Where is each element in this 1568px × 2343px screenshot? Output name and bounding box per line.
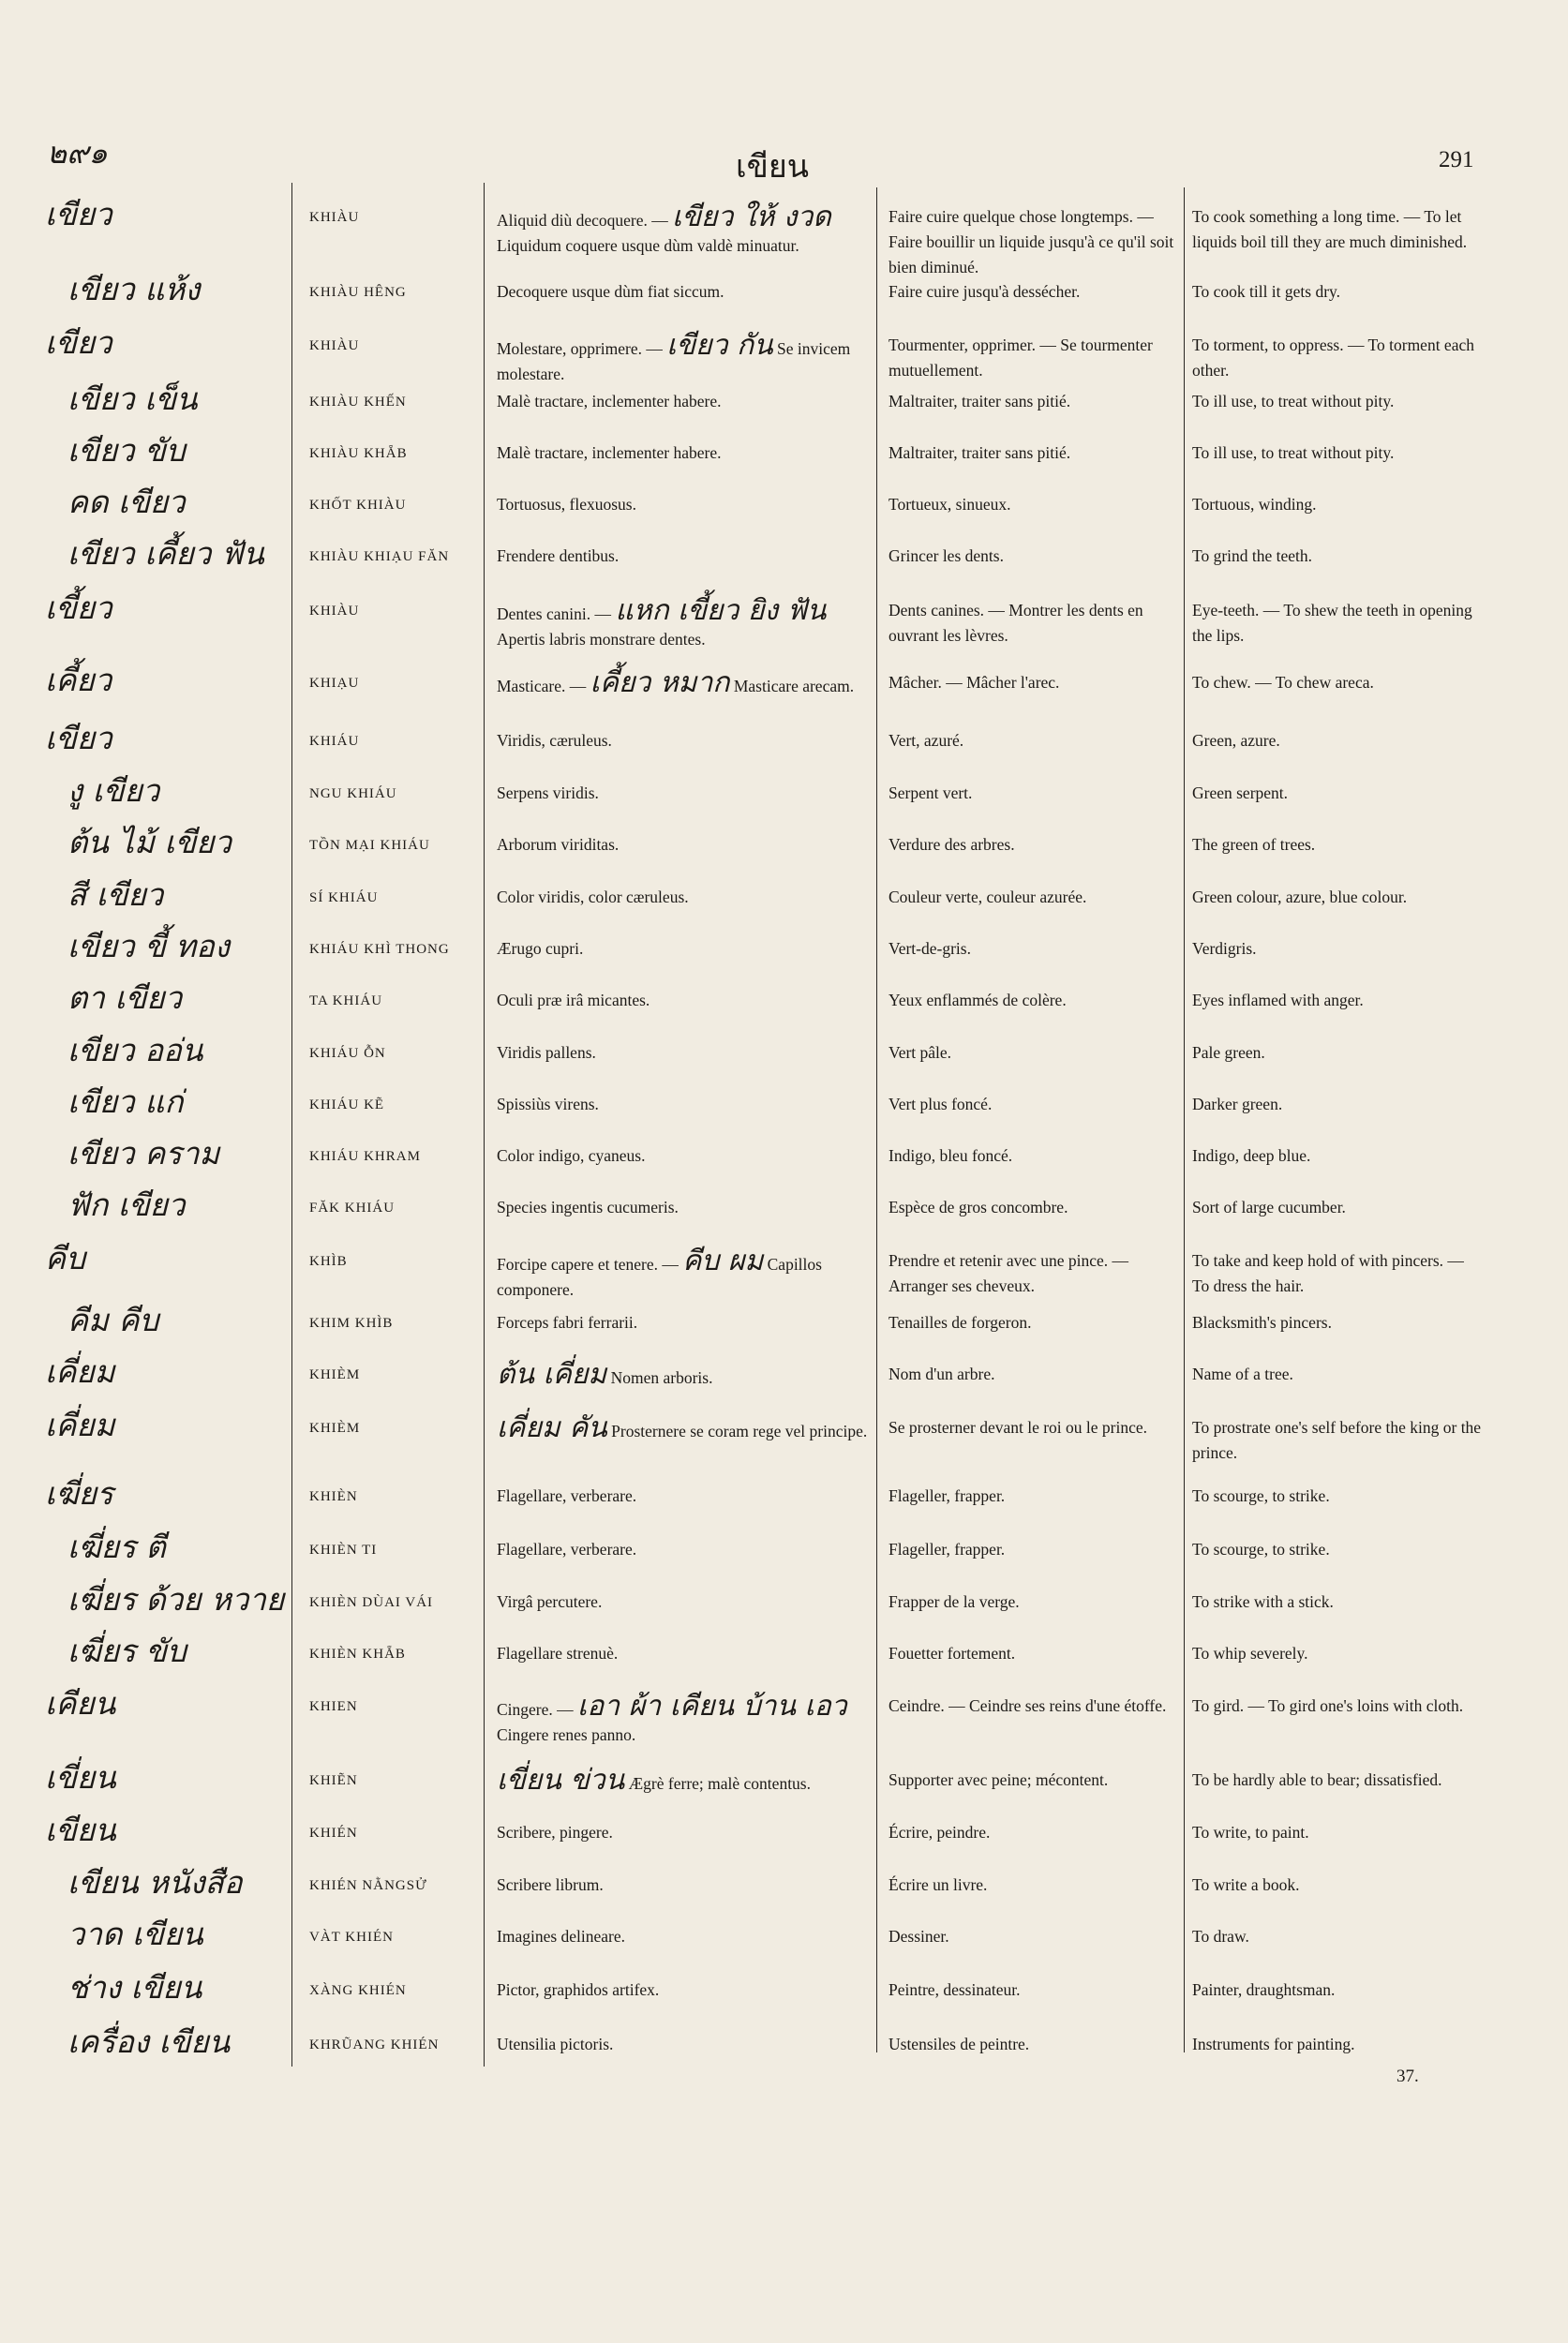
transliteration: KHIÈN KHẴB [309,1647,406,1662]
french-definition: Flageller, frapper. [889,1540,1006,1559]
latin-definition [497,1589,870,1615]
english-definition: To write a book. [1192,1875,1300,1894]
thai-headword: เขี้ยว [45,589,112,626]
thai-headword: ฟัก เขียว [67,1186,186,1223]
latin-definition [497,666,870,699]
latin-text: Virgâ percutere. [497,1592,603,1611]
transliteration: KHIÀU KHẴB [309,446,408,461]
french-definition: Écrire un livre. [889,1875,988,1894]
thai-headword: เขียว [45,196,112,232]
english-definition: Name of a tree. [1192,1365,1293,1383]
thai-headword: เขียว คราม [67,1135,220,1172]
english-definition: To whip severely. [1192,1644,1308,1663]
thai-headword: สี เขียว [67,876,164,913]
french-definition: Vert plus foncé. [889,1095,993,1113]
english-definition: To torment, to oppress. — To torment each other. [1192,336,1474,380]
thai-headword: เฆี่ยร ขับ [67,1633,187,1669]
latin-text: Decoquere usque dùm fiat siccum. [497,282,724,301]
latin-definition [497,1537,870,1562]
english-definition: To ill use, to treat without pity. [1192,392,1395,410]
latin-definition [497,440,870,466]
latin-definition [497,1092,870,1117]
transliteration: SÍ KHIÁU [309,890,379,905]
english-definition: Eye-teeth. — To shew the teeth in opening the lips. [1192,601,1472,645]
latin-definition [497,1873,870,1898]
latin-thai-example: เคี่ยม คัน [497,1411,607,1444]
signature-mark: 37. [1396,2067,1419,2086]
latin-definition [497,1924,870,1949]
latin-definition [497,1977,870,2003]
french-definition: Nom d'un arbre. [889,1365,995,1383]
french-definition: Prendre et retenir avec une pince. — Arranger ses cheveux. [889,1251,1129,1295]
french-definition: Fouetter fortement. [889,1644,1016,1663]
latin-definition [497,1690,870,1748]
latin-text: Scribere, pingere. [497,1823,613,1842]
thai-headword: เคียน [45,1685,116,1722]
latin-text: Arborum viriditas. [497,835,620,854]
latin-text-after: Cingere renes panno. [497,1725,636,1744]
latin-text: Forceps fabri ferrarii. [497,1313,638,1332]
french-definition: Serpent vert. [889,783,973,802]
transliteration: TA KHIÁU [309,993,383,1008]
latin-text-after: Prosternere se coram rege vel principe. [606,1422,868,1440]
english-definition: To take and keep hold of with pincers. — To dress the hair. [1192,1251,1464,1295]
french-definition: Ceindre. — Ceindre ses reins d'une étoffe. [889,1696,1167,1715]
latin-definition [497,936,870,962]
latin-definition [497,1195,870,1220]
latin-thai-example: คีบ ผม [682,1245,764,1277]
latin-definition [497,1143,870,1169]
latin-text-after: Liquidum coquere usque dùm valdè minuatur. [497,236,799,255]
thai-headword: เขียว ขี้ ทอง [67,928,230,964]
latin-text-after: Se invicem molestare. [497,339,851,383]
english-definition: To cook till it gets dry. [1192,282,1341,301]
french-definition: Verdure des arbres. [889,835,1015,854]
thai-headword: ตา เขียว [67,979,183,1016]
latin-text-after: Ægrè ferre; malè contentus. [624,1774,811,1793]
transliteration: KHIÁU KẼ [309,1097,385,1112]
french-definition: Dents canines. — Montrer les dents en ouvrant les lèvres. [889,601,1143,645]
latin-definition [497,594,870,652]
latin-definition [497,389,870,414]
latin-definition [497,832,870,858]
english-definition: Blacksmith's pincers. [1192,1313,1332,1332]
english-definition: Pale green. [1192,1043,1265,1062]
french-definition: Frapper de la verge. [889,1592,1020,1611]
column-divider [1184,187,1185,2052]
latin-text: Malè tractare, inclementer habere. [497,392,722,410]
latin-definition [497,279,870,305]
thai-headword: ช่าง เขียน [67,1969,202,2006]
latin-definition [497,492,870,517]
french-definition: Grincer les dents. [889,546,1004,565]
english-definition: To write, to paint. [1192,1823,1309,1842]
french-definition: Mâcher. — Mâcher l'arec. [889,673,1060,692]
transliteration: KHIÈN TI [309,1543,378,1558]
transliteration: NGU KHIÁU [309,786,397,801]
transliteration: KHIÈM [309,1421,361,1436]
thai-headword: คีบ [45,1240,86,1276]
french-definition: Peintre, dessinateur. [889,1980,1021,1999]
french-definition: Vert-de-gris. [889,939,971,958]
thai-headword: เขียว แก่ [67,1083,184,1120]
transliteration: KHIEN [309,1699,358,1714]
english-definition: Darker green. [1192,1095,1283,1113]
french-definition: Écrire, peindre. [889,1823,991,1842]
english-definition: Green colour, azure, blue colour. [1192,888,1408,906]
transliteration: KHIẼN [309,1773,358,1788]
latin-thai-example: เอา ผ้า เคียน บ้าน เอว [577,1690,847,1723]
thai-headword: เฆี่ยร ตี [67,1529,166,1565]
latin-text: Flagellare, verberare. [497,1540,637,1559]
latin-text-after: Nomen arboris. [606,1368,713,1387]
transliteration: KHIÀU KHẾN [309,395,407,410]
latin-thai-example: เขี่ยน ข่วน [497,1764,625,1797]
thai-headword: งู เขียว [67,772,160,809]
transliteration: KHIÁU ỖN [309,1046,386,1061]
latin-text: Flagellare strenuè. [497,1644,619,1663]
thai-headword: เขียน [45,1812,116,1848]
french-definition: Tenailles de forgeron. [889,1313,1032,1332]
english-definition: To cook something a long time. — To let liquids boil till they are much diminished. [1192,207,1468,251]
latin-definition [497,1310,870,1336]
latin-text: Viridis pallens. [497,1043,596,1062]
column-divider [291,183,292,2067]
english-definition: To scourge, to strike. [1192,1540,1330,1559]
transliteration: KHIÈM [309,1367,361,1382]
french-definition: Indigo, bleu foncé. [889,1146,1013,1165]
french-definition: Dessiner. [889,1927,949,1946]
latin-text: Spissiùs virens. [497,1095,599,1113]
latin-definition [497,1764,870,1797]
transliteration: KHIÉN [309,1826,358,1841]
french-definition: Tortueux, sinueux. [889,495,1011,514]
latin-definition [497,1245,870,1303]
latin-definition [497,544,870,569]
transliteration: XÀNG KHIÉN [309,1983,407,1998]
thai-headword: เฆี่ยร [45,1475,113,1512]
french-definition: Espèce de gros concombre. [889,1198,1068,1216]
latin-thai-example: แหก เขี้ยว ยิง ฟัน [615,594,827,627]
transliteration: KHIÈN DÙAI VÁI [309,1595,434,1610]
latin-text: Species ingentis cucumeris. [497,1198,679,1216]
transliteration: KHIÀU [309,604,360,619]
latin-definition [497,329,870,387]
french-definition: Se prosterner devant le roi ou le prince. [889,1418,1148,1437]
thai-headword: เคี้ยว [45,662,112,698]
latin-thai-example: เคี้ยว หมาก [590,666,730,699]
latin-thai-example: เขียว ให้ งวด [672,201,831,233]
transliteration: KHIÈN [309,1489,358,1504]
transliteration: KHIÁU KHRAM [309,1149,421,1164]
running-headword: เขียน [736,148,810,186]
thai-headword: เครื่อง เขียน [67,2023,231,2060]
thai-headword: เขียว เคี้ยว ฟัน [67,535,264,572]
latin-definition [497,1820,870,1845]
column-divider [876,187,877,2052]
thai-headword: ต้น ไม้ เขียว [67,824,232,860]
latin-text: Frendere dentibus. [497,546,620,565]
latin-text-after: Apertis labris monstrare dentes. [497,630,706,649]
english-definition: To prostrate one's self before the king or the prince. [1192,1418,1482,1462]
latin-definition [497,1040,870,1066]
latin-definition [497,1358,870,1391]
transliteration: KHIẠU [309,676,360,691]
column-divider [484,183,485,2067]
english-definition: Green serpent. [1192,783,1289,802]
latin-definition [497,885,870,910]
thai-headword: เขียว [45,720,112,756]
latin-text: Color viridis, color cæruleus. [497,888,689,906]
latin-text: Tortuosus, flexuosus. [497,495,636,514]
french-definition: Faire cuire jusqu'à dessécher. [889,282,1081,301]
thai-headword: เขียว ออ่น [67,1032,203,1068]
transliteration: KHIÀU [309,338,360,353]
latin-text: Cingere. — [497,1700,578,1719]
latin-text: Oculi præ irâ micantes. [497,991,650,1009]
french-definition: Faire cuire quelque chose longtemps. — Faire bouillir un liquide jusqu'à ce qu'il soit bien diminué. [889,207,1174,276]
transliteration: KHIÀU [309,210,360,225]
french-definition: Flageller, frapper. [889,1486,1006,1505]
transliteration: KHIÀU HÊNG [309,285,407,300]
thai-headword: เขียว เข็น [67,381,198,417]
latin-text: Scribere librum. [497,1875,604,1894]
english-definition: Indigo, deep blue. [1192,1146,1311,1165]
latin-text: Pictor, graphidos artifex. [497,1980,660,1999]
french-definition: Tourmenter, opprimer. — Se tourmenter mutuellement. [889,336,1153,380]
latin-text: Flagellare, verberare. [497,1486,637,1505]
latin-definition [497,781,870,806]
french-definition: Supporter avec peine; mécontent. [889,1770,1109,1789]
transliteration: KHÌB [309,1254,348,1269]
latin-text: Dentes canini. — [497,604,616,623]
latin-definition [497,988,870,1013]
latin-thai-example: เขียว กัน [666,329,773,362]
latin-text-after: Capillos componere. [497,1255,822,1299]
thai-headword: คีม คีบ [67,1302,159,1338]
transliteration: KHIÁU KHÌ THONG [309,942,450,957]
thai-headword: วาด เขียน [67,1916,203,1952]
french-definition: Maltraiter, traiter sans pitié. [889,443,1071,462]
english-definition: To strike with a stick. [1192,1592,1334,1611]
english-definition: To ill use, to treat without pity. [1192,443,1395,462]
english-definition: To scourge, to strike. [1192,1486,1330,1505]
latin-thai-example: ต้น เคี่ยม [497,1358,607,1391]
french-definition: Vert pâle. [889,1043,952,1062]
transliteration: KHIÉN NẰNGSỬ [309,1878,427,1893]
english-definition: Instruments for painting. [1192,2035,1355,2053]
latin-text: Malè tractare, inclementer habere. [497,443,722,462]
french-definition: Ustensiles de peintre. [889,2035,1030,2053]
latin-text: Molestare, opprimere. — [497,339,667,358]
thai-headword: เขียว ขับ [67,432,186,469]
transliteration: KHIM KHÌB [309,1316,394,1331]
transliteration: KHRŨANG KHIÉN [309,2037,440,2052]
thai-headword: เคี่ยม [45,1353,115,1390]
english-definition: To gird. — To gird one's loins with cloth. [1192,1696,1464,1715]
thai-headword: เขี่ยน [45,1759,116,1796]
latin-text: Imagines delineare. [497,1927,626,1946]
english-definition: Eyes inflamed with anger. [1192,991,1364,1009]
latin-definition [497,1484,870,1509]
french-definition: Couleur verte, couleur azurée. [889,888,1087,906]
thai-headword: เขียน หนังสือ [67,1864,243,1901]
latin-text: Forcipe capere et tenere. — [497,1255,683,1274]
transliteration: KHIÀU KHIẠU FĂN [309,549,450,564]
english-definition: To chew. — To chew areca. [1192,673,1374,692]
latin-definition [497,201,870,259]
transliteration: KHIÁU [309,734,360,749]
english-definition: To be hardly able to bear; dissatisfied. [1192,1770,1442,1789]
english-definition: Green, azure. [1192,731,1280,750]
english-definition: Tortuous, winding. [1192,495,1317,514]
thai-headword: เขียว แห้ง [67,271,201,307]
latin-text: Serpens viridis. [497,783,599,802]
english-definition: Sort of large cucumber. [1192,1198,1346,1216]
english-definition: The green of trees. [1192,835,1316,854]
latin-text: Masticare. — [497,677,590,695]
english-definition: Painter, draughtsman. [1192,1980,1336,1999]
english-definition: To draw. [1192,1927,1249,1946]
transliteration: TỒN MẠI KHIÁU [309,838,430,853]
french-definition: Maltraiter, traiter sans pitié. [889,392,1071,410]
latin-definition [497,1641,870,1666]
latin-text: Viridis, cæruleus. [497,731,612,750]
latin-text: Aliquid diù decoquere. — [497,211,673,230]
latin-text: Ærugo cupri. [497,939,584,958]
french-definition: Yeux enflammés de colère. [889,991,1067,1009]
latin-definition [497,1411,870,1444]
latin-text-after: Masticare arecam. [729,677,855,695]
thai-page-number: ๒๙๑ [47,135,108,171]
page-number: 291 [1439,147,1474,172]
thai-headword: เฆี่ยร ด้วย หวาย [67,1581,285,1618]
thai-headword: เขียว [45,324,112,361]
thai-headword: คด เขียว [67,484,186,520]
french-definition: Vert, azuré. [889,731,964,750]
thai-headword: เคี่ยม [45,1407,115,1443]
english-definition: To grind the teeth. [1192,546,1313,565]
latin-definition [497,2032,870,2057]
latin-text: Utensilia pictoris. [497,2035,614,2053]
latin-text: Color indigo, cyaneus. [497,1146,646,1165]
transliteration: VÀT KHIÉN [309,1930,394,1945]
transliteration: KHỐT KHIÀU [309,498,407,513]
latin-definition [497,728,870,754]
transliteration: FĂK KHIÁU [309,1201,396,1216]
english-definition: Verdigris. [1192,939,1257,958]
